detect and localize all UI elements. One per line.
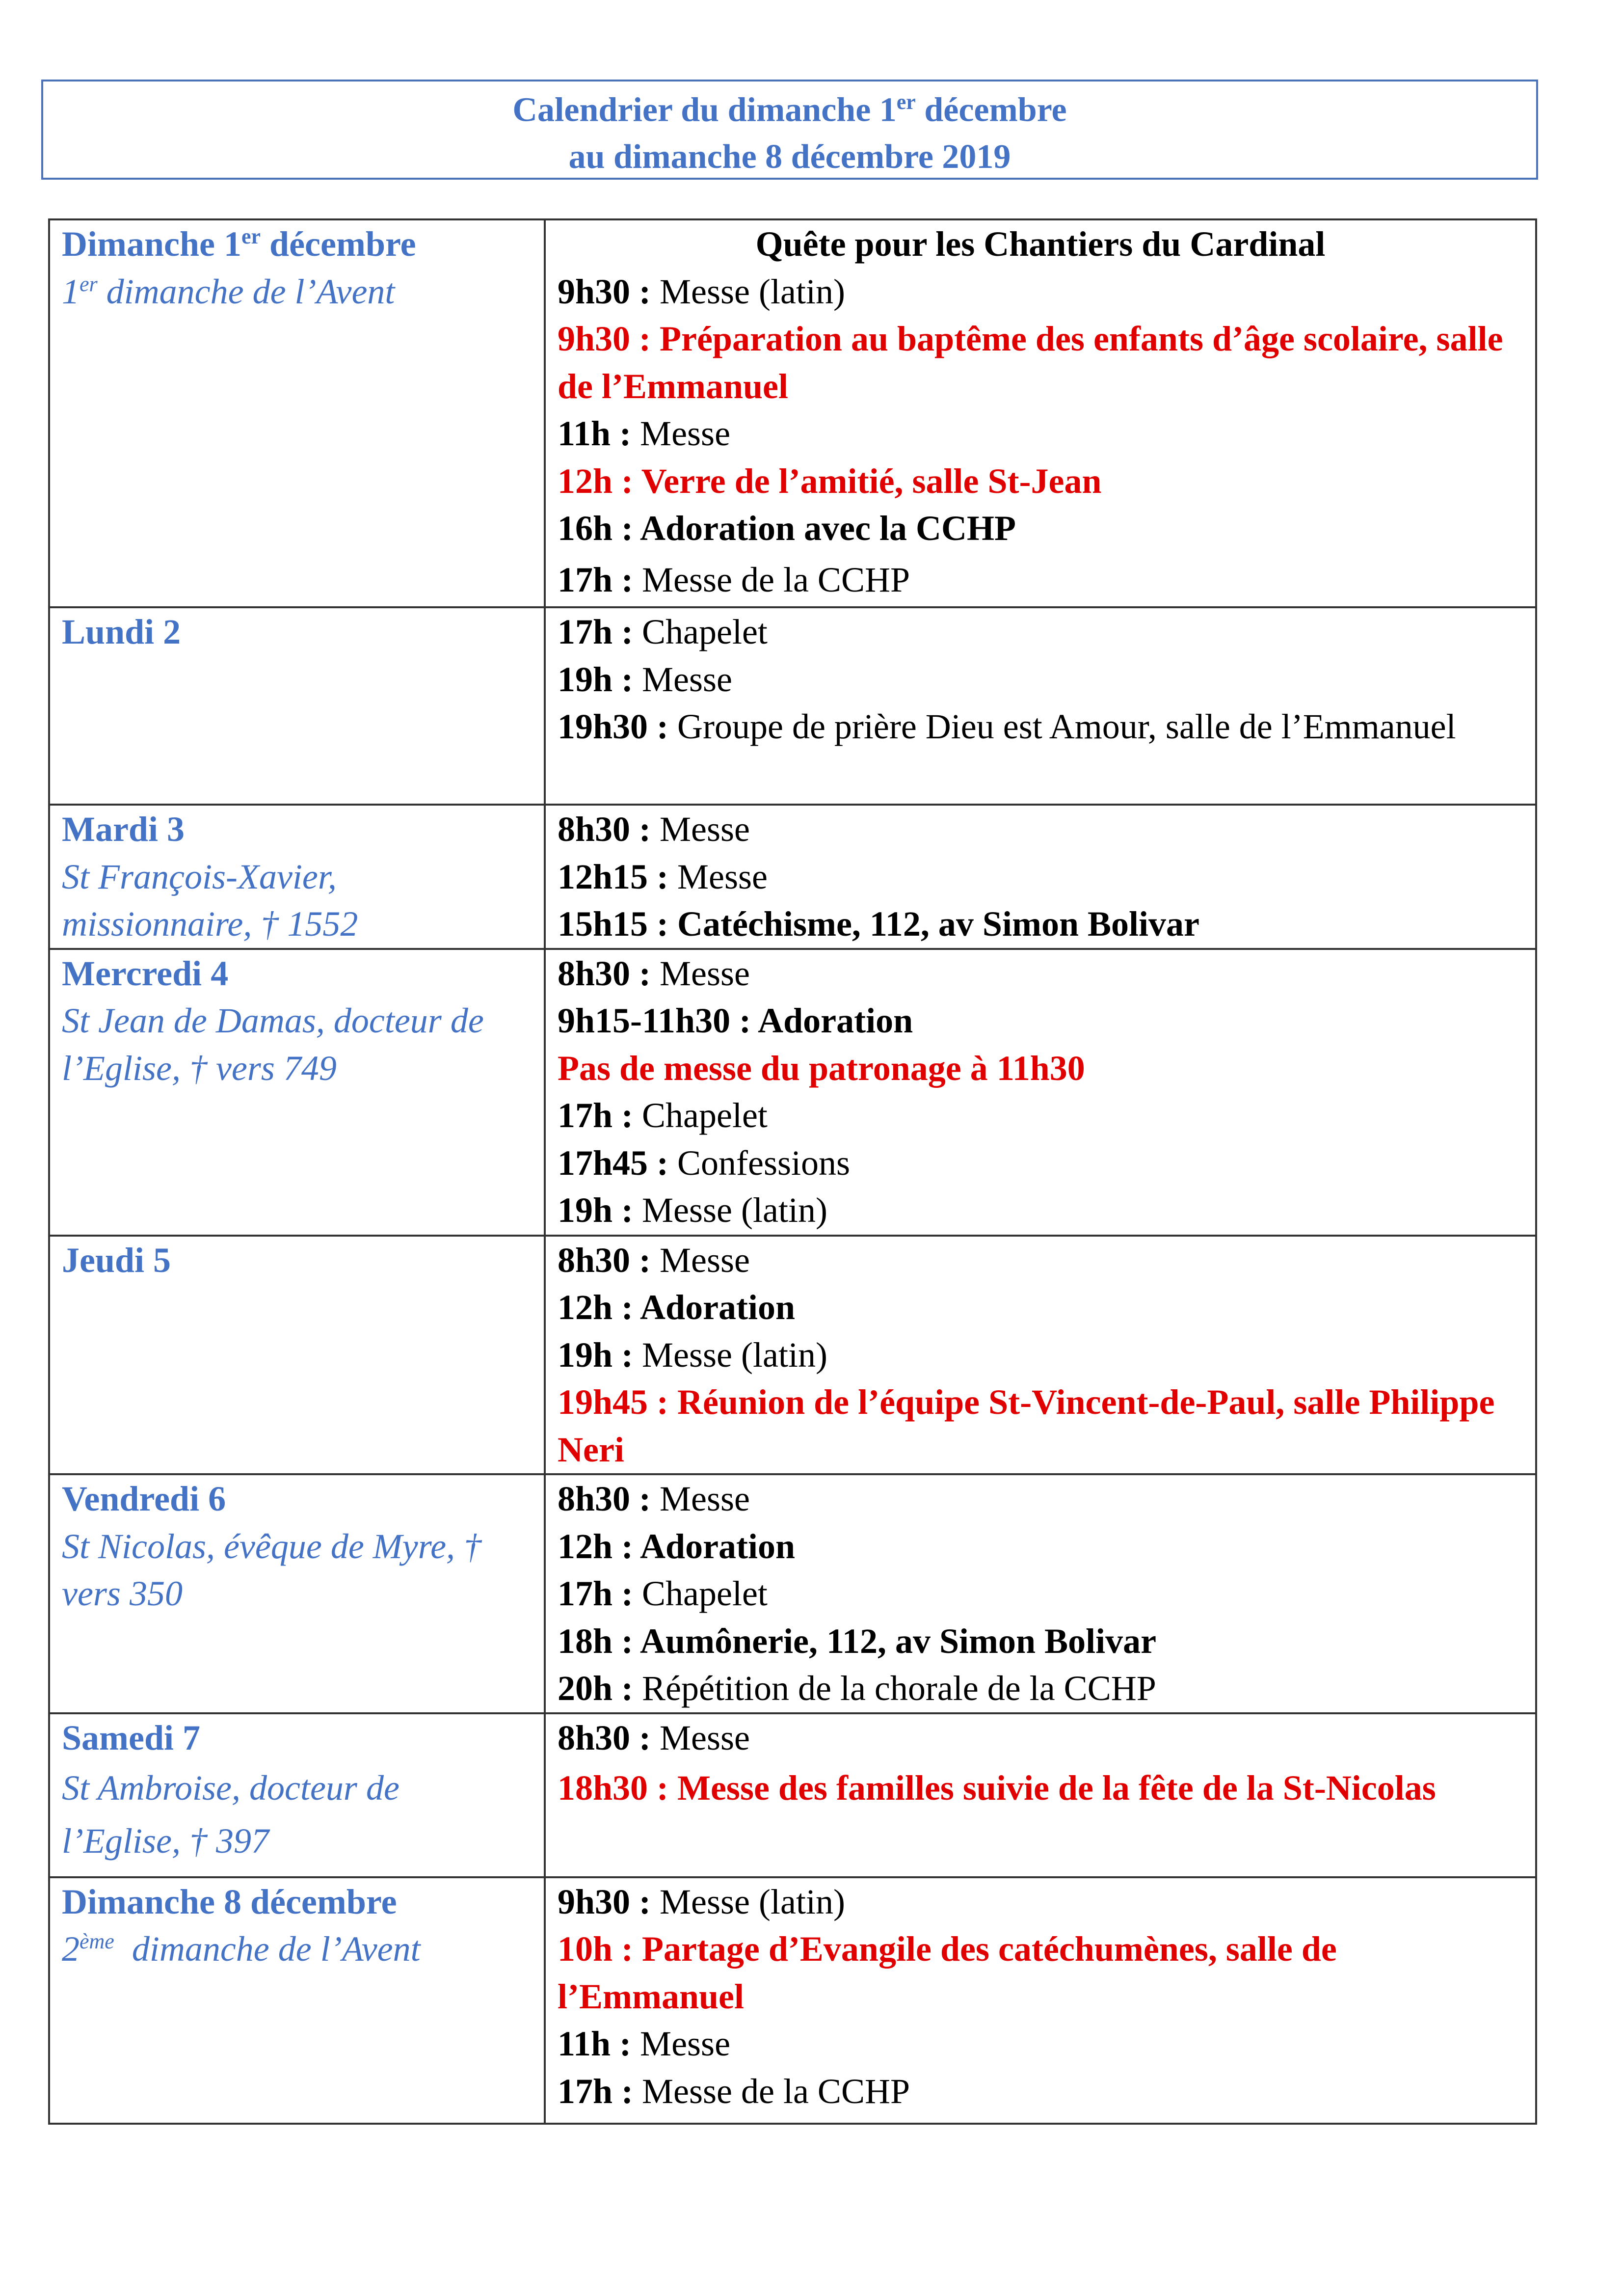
events-cell [545,607,1536,805]
event-line: 9h30 : Messe (latin) [558,1882,845,1921]
events-cell [545,1713,1536,1877]
event-line: 8h30 : Messe [558,1240,750,1280]
title-line-2: au dimanche 8 décembre 2019 [568,138,1011,176]
day-cell [49,219,545,607]
table-row [49,1474,1536,1713]
table-row [49,1713,1536,1877]
liturgical-note: 2ème dimanche de l’Avent [62,1929,421,1969]
header-box [41,80,1538,180]
day-cell [49,1877,545,2124]
events-cell [545,805,1536,949]
event-line: 19h : Messe (latin) [558,1190,827,1230]
liturgical-note: 1er dimanche de l’Avent [62,271,395,311]
event-line-bold: 12h : Adoration [558,1288,796,1327]
day-label: Mardi 3 [62,810,185,849]
event-line: 9h30 : Messe (latin) [558,271,845,311]
event-line: 8h30 : Messe [558,1718,750,1757]
table-row [49,805,1536,949]
table-row [49,1877,1536,2124]
event-line-highlight: 10h : Partage d’Evangile des catéchumènes, salle de l’Emmanuel [558,1929,1337,2016]
collection-note: Quête pour les Chantiers du Cardinal [755,224,1326,264]
event-line-highlight: 9h30 : Préparation au baptême des enfants d’âge scolaire, salle de l’Emmanuel [558,319,1503,406]
title-line-1 [512,79,1066,134]
event-line-bold: 15h15 : Catéchisme, 112, av Simon Bolivar [558,904,1199,944]
event-line: 19h30 : Groupe de prière Dieu est Amour, salle de l’Emmanuel [558,707,1456,746]
saint-of-day: St François-Xavier, missionnaire, † 1552 [62,857,358,944]
event-line-highlight: 12h : Verre de l’amitié, salle St-Jean [558,461,1102,501]
event-line-highlight: 18h30 : Messe des familles suivie de la fête de la St-Nicolas [558,1768,1436,1808]
event-line: 17h : Chapelet [558,1574,768,1613]
table-row [49,219,1536,607]
calendar-table [48,218,1537,2125]
event-line: 11h : Messe [558,2024,731,2063]
table-row [49,607,1536,805]
events-cell [545,219,1536,607]
events-cell [545,1877,1536,2124]
event-line: 17h : Messe de la CCHP [558,560,910,599]
events-cell [545,949,1536,1236]
event-line: 20h : Répétition de la chorale de la CCHP [558,1669,1156,1708]
events-cell [545,1236,1536,1475]
title-text-post: décembre [915,91,1067,129]
events-cell [545,1474,1536,1713]
day-label: Dimanche 1er décembre [62,224,416,264]
day-label: Samedi 7 [62,1718,201,1757]
event-line-bold: 18h : Aumônerie, 112, av Simon Bolivar [558,1621,1157,1661]
day-cell [49,1236,545,1475]
day-cell [49,1474,545,1713]
day-label: Jeudi 5 [62,1240,171,1280]
event-line: 12h15 : Messe [558,857,768,896]
event-line-highlight: Pas de messe du patronage à 11h30 [558,1048,1085,1088]
day-cell [49,949,545,1236]
day-cell [49,805,545,949]
day-label: Mercredi 4 [62,953,229,993]
event-line: 17h : Messe de la CCHP [558,2071,910,2111]
event-line: 8h30 : Messe [558,953,750,993]
event-line-bold: 9h15-11h30 : Adoration [558,1001,913,1040]
event-line-bold: 12h : Adoration [558,1526,796,1566]
event-line-highlight: 19h45 : Réunion de l’équipe St-Vincent-de-Paul, salle Philippe Neri [558,1382,1495,1469]
title-text: Calendrier du dimanche 1 [512,91,897,129]
event-line: 8h30 : Messe [558,810,750,849]
event-line: 19h : Messe [558,659,733,699]
table-row [49,1236,1536,1475]
title-superscript: er [896,89,916,114]
saint-of-day: St Nicolas, évêque de Myre, † vers 350 [62,1526,482,1613]
event-line: 17h45 : Confessions [558,1143,851,1183]
event-line-bold: 16h : Adoration avec la CCHP [558,509,1016,548]
event-line: 19h : Messe (latin) [558,1335,827,1375]
day-label: Vendredi 6 [62,1479,226,1518]
saint-of-day: St Ambroise, docteur de l’Eglise, † 397 [62,1768,399,1861]
event-line: 17h : Chapelet [558,612,768,651]
day-label: Dimanche 8 décembre [62,1882,397,1921]
table-row [49,949,1536,1236]
day-cell [49,1713,545,1877]
saint-of-day: St Jean de Damas, docteur de l’Eglise, † vers 749 [62,1001,484,1088]
event-line: 17h : Chapelet [558,1096,768,1135]
event-line: 8h30 : Messe [558,1479,750,1518]
event-line: 11h : Messe [558,414,731,453]
day-cell [49,607,545,805]
day-label: Lundi 2 [62,612,181,651]
